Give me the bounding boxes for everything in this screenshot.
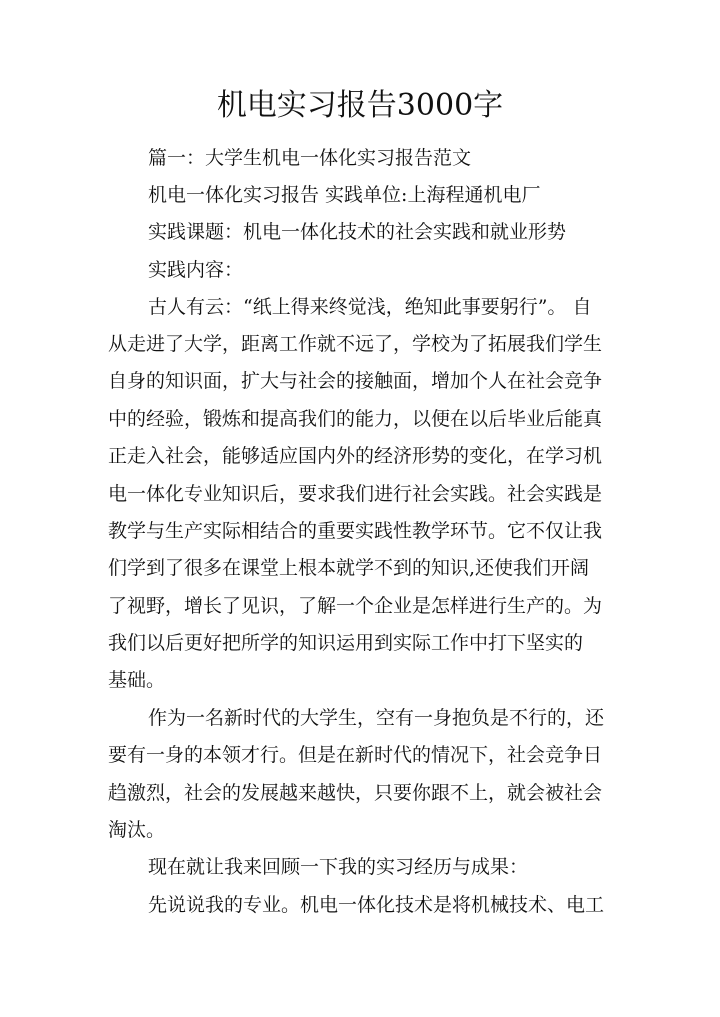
text-line-17: 要有一身的本领才行。但是在新时代的情况下，社会竞争日 [108, 744, 603, 766]
text-line-20: 现在就让我来回顾一下我的实习经历与成果： [148, 856, 529, 878]
text-line-14: 我们以后更好把所学的知识运用到实际工作中打下坚实的 [108, 632, 584, 654]
text-line-10: 电一体化专业知识后，要求我们进行社会实践。社会实践是 [108, 483, 603, 505]
text-line-2: 机电一体化实习报告 实践单位:上海程通机电厂 [148, 184, 541, 206]
text-line-8: 中的经验，锻炼和提高我们的能力，以便在以后毕业后能真 [108, 408, 603, 430]
text-line-5: 古人有云：“纸上得来终觉浅，绝知此事要躬行”。 自 [148, 296, 592, 318]
text-line-7: 自身的知识面，扩大与社会的接触面，增加个人在社会竞争 [108, 370, 603, 392]
text-line-21: 先说说我的专业。机电一体化技术是将机械技术、电工 [148, 894, 605, 916]
text-line-11: 教学与生产实际相结合的重要实践性教学环节。它不仅让我 [108, 520, 603, 542]
text-line-19: 淘汰。 [108, 819, 166, 841]
text-line-9: 正走入社会，能够适应国内外的经济形势的变化，在学习机 [108, 445, 603, 467]
text-line-12: 们学到了很多在课堂上根本就学不到的知识,还使我们开阔 [108, 557, 590, 579]
text-line-13: 了视野，增长了见识，了解一个企业是怎样进行生产的。为 [108, 595, 603, 617]
text-line-16: 作为一名新时代的大学生，空有一身抱负是不行的，还 [148, 707, 605, 729]
document-title: 机电实习报告3000字 [216, 88, 504, 123]
text-line-1: 篇一：大学生机电一体化实习报告范文 [148, 147, 472, 169]
text-line-3: 实践课题：机电一体化技术的社会实践和就业形势 [148, 221, 567, 243]
text-line-18: 趋激烈，社会的发展越来越快，只要你跟不上，就会被社会 [108, 782, 603, 804]
text-line-15: 基础。 [108, 669, 166, 691]
text-line-4: 实践内容： [148, 259, 244, 281]
text-line-6: 从走进了大学，距离工作就不远了，学校为了拓展我们学生 [108, 333, 603, 355]
